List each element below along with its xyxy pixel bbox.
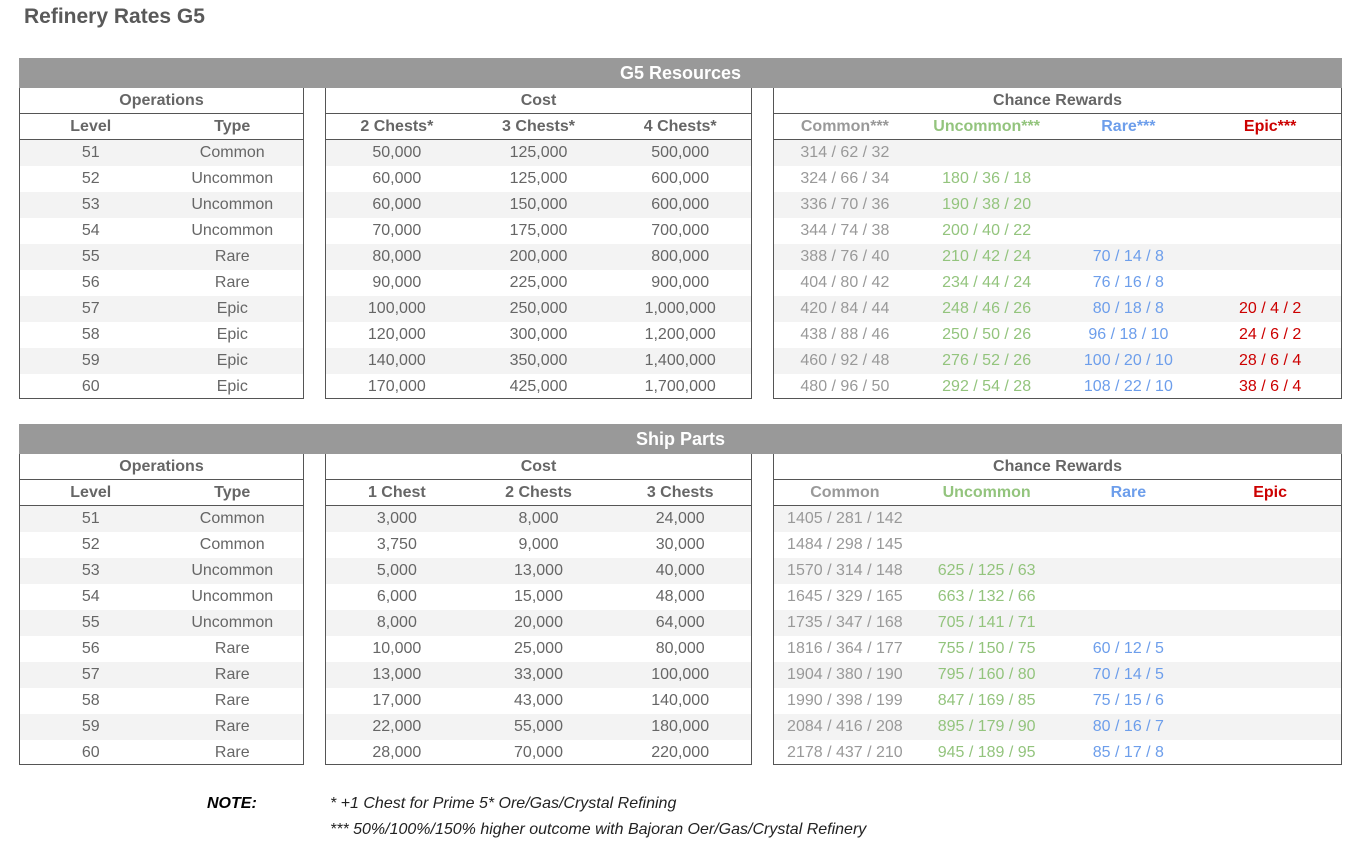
table-cell: 60 xyxy=(81,744,100,761)
uncommon-reward-cell: 705 / 141 / 71 xyxy=(937,614,1036,631)
table-cell: 33,000 xyxy=(514,666,563,683)
table-cell: 170,000 xyxy=(367,378,426,395)
table-cell: 43,000 xyxy=(514,692,563,709)
table-cell: 51 xyxy=(81,510,100,527)
rare-reward-cell xyxy=(1058,506,1200,532)
epic-reward-cell xyxy=(1199,140,1341,166)
epic-reward-cell xyxy=(1199,532,1341,558)
column-header: 3 Chests* xyxy=(502,118,575,135)
table-row xyxy=(20,662,303,688)
table-row xyxy=(774,636,1341,662)
table-cell: 52 xyxy=(81,536,100,553)
table-cell: 100,000 xyxy=(651,666,710,683)
epic-reward-cell: 38 / 6 / 4 xyxy=(1238,378,1302,395)
table-cell: 40,000 xyxy=(655,562,705,579)
table-cell: 50,000 xyxy=(372,144,422,161)
table-cell: 80,000 xyxy=(655,640,705,657)
table-cell: 140,000 xyxy=(651,692,710,709)
table-cell: Rare xyxy=(214,718,250,735)
table-row xyxy=(20,322,303,348)
table-cell: 30,000 xyxy=(655,536,705,553)
table-cell: Epic xyxy=(216,378,248,395)
table-row xyxy=(326,636,751,662)
table-row xyxy=(20,688,303,714)
table-cell: 53 xyxy=(81,196,100,213)
cost-group-header: Cost xyxy=(326,88,751,114)
table-cell: 220,000 xyxy=(651,744,710,761)
common-reward-cell: 438 / 88 / 46 xyxy=(800,326,890,343)
chance-rewards-group-header: Chance Rewards xyxy=(774,88,1341,114)
table-cell: 56 xyxy=(81,274,100,291)
common-reward-cell: 324 / 66 / 34 xyxy=(800,170,890,187)
table-cell: 3,750 xyxy=(376,536,417,553)
table-row xyxy=(326,688,751,714)
uncommon-reward-cell: 210 / 42 / 24 xyxy=(942,248,1032,265)
table-cell: 1,400,000 xyxy=(644,352,716,369)
table-row xyxy=(20,636,303,662)
table-cell: 25,000 xyxy=(514,640,563,657)
common-reward-cell: 388 / 76 / 40 xyxy=(800,248,890,265)
column-header: Uncommon xyxy=(942,484,1031,501)
chance-rewards-group-header: Chance Rewards xyxy=(774,454,1341,480)
table-cell: 1,000,000 xyxy=(644,300,716,317)
uncommon-reward-cell xyxy=(916,506,1058,532)
column-header: Rare xyxy=(1110,484,1147,501)
common-reward-cell: 1570 / 314 / 148 xyxy=(787,562,903,579)
table-row xyxy=(20,714,303,740)
table-cell: 60,000 xyxy=(372,196,422,213)
table-cell: Epic xyxy=(216,352,248,369)
table-cell: 200,000 xyxy=(509,248,568,265)
epic-reward-cell xyxy=(1199,740,1341,766)
table-cell: Rare xyxy=(214,744,250,761)
rare-reward-cell xyxy=(1058,218,1200,244)
table-cell: 1,700,000 xyxy=(644,378,716,395)
table-row xyxy=(774,740,1341,766)
rare-reward-cell: 75 / 15 / 6 xyxy=(1092,692,1164,709)
table-cell: 5,000 xyxy=(376,562,417,579)
table-cell: 1,200,000 xyxy=(644,326,716,343)
table-cell: 55,000 xyxy=(514,718,563,735)
table-cell: 48,000 xyxy=(655,588,705,605)
table-row xyxy=(774,662,1341,688)
uncommon-reward-cell xyxy=(916,140,1058,166)
epic-reward-cell xyxy=(1199,662,1341,688)
uncommon-reward-cell: 945 / 189 / 95 xyxy=(937,744,1036,761)
rare-reward-cell: 80 / 16 / 7 xyxy=(1092,718,1164,735)
uncommon-reward-cell: 795 / 160 / 80 xyxy=(937,666,1036,683)
column-header: Type xyxy=(214,118,251,135)
table-cell: Rare xyxy=(214,640,250,657)
table-cell: Uncommon xyxy=(191,170,274,187)
column-header: Epic*** xyxy=(1243,118,1297,135)
epic-reward-cell xyxy=(1199,244,1341,270)
table-cell: 90,000 xyxy=(372,274,422,291)
uncommon-reward-cell: 234 / 44 / 24 xyxy=(942,274,1032,291)
rare-reward-cell xyxy=(1058,140,1200,166)
table-cell: 8,000 xyxy=(376,614,417,631)
table-cell: 55 xyxy=(81,614,100,631)
table-cell: 9,000 xyxy=(518,536,559,553)
column-header: Epic xyxy=(1253,484,1288,501)
epic-reward-cell xyxy=(1199,270,1341,296)
column-header: 4 Chests* xyxy=(643,118,717,135)
table-boxes xyxy=(19,454,1342,765)
common-reward-cell: 480 / 96 / 50 xyxy=(800,378,890,395)
table-row xyxy=(774,532,1341,558)
rare-reward-cell: 85 / 17 / 8 xyxy=(1092,744,1164,761)
table-cell: 54 xyxy=(81,588,100,605)
common-reward-cell: 1735 / 347 / 168 xyxy=(787,614,903,631)
rare-reward-cell xyxy=(1058,610,1200,636)
table-row xyxy=(20,374,303,400)
table-cell: Rare xyxy=(214,666,250,683)
table-cell: 22,000 xyxy=(372,718,422,735)
page-title: Refinery Rates G5 xyxy=(24,5,205,28)
common-reward-cell: 1990 / 398 / 199 xyxy=(787,692,903,709)
table-row xyxy=(774,166,1341,192)
table-cell: Uncommon xyxy=(191,562,274,579)
table-cell: 120,000 xyxy=(367,326,426,343)
table-cell: 500,000 xyxy=(651,144,710,161)
table-cell: Rare xyxy=(214,274,250,291)
common-reward-cell: 2178 / 437 / 210 xyxy=(787,744,903,761)
table-row xyxy=(774,374,1341,400)
table-cell: 15,000 xyxy=(514,588,563,605)
table-boxes xyxy=(19,88,1342,399)
table-row xyxy=(20,740,303,766)
epic-reward-cell xyxy=(1199,506,1341,532)
epic-reward-cell xyxy=(1199,218,1341,244)
table-cell: 57 xyxy=(81,666,100,683)
table-cell: 300,000 xyxy=(509,326,568,343)
table-row xyxy=(774,322,1341,348)
table-cell: 900,000 xyxy=(651,274,710,291)
table-row xyxy=(20,532,303,558)
rare-reward-cell: 108 / 22 / 10 xyxy=(1083,378,1173,395)
column-header: 2 Chests* xyxy=(360,118,434,135)
common-reward-cell: 1645 / 329 / 165 xyxy=(787,588,903,605)
epic-reward-cell xyxy=(1199,610,1341,636)
table-cell: 28,000 xyxy=(372,744,422,761)
uncommon-reward-cell: 847 / 169 / 85 xyxy=(937,692,1036,709)
table-row xyxy=(774,714,1341,740)
table-row xyxy=(774,688,1341,714)
table-row xyxy=(326,296,751,322)
table-cell: Uncommon xyxy=(191,614,274,631)
cost-group-header: Cost xyxy=(326,454,751,480)
table-cell: 55 xyxy=(81,248,100,265)
table-cell: 17,000 xyxy=(372,692,422,709)
table-cell: Common xyxy=(199,510,265,527)
table-row xyxy=(326,662,751,688)
table-row xyxy=(20,218,303,244)
rare-reward-cell: 60 / 12 / 5 xyxy=(1092,640,1164,657)
table-cell: 13,000 xyxy=(372,666,422,683)
table-row xyxy=(774,584,1341,610)
table-row xyxy=(20,244,303,270)
table-row xyxy=(774,192,1341,218)
rare-reward-cell xyxy=(1058,166,1200,192)
epic-reward-cell: 20 / 4 / 2 xyxy=(1238,300,1302,317)
table-cell: Uncommon xyxy=(191,222,274,239)
table-row xyxy=(20,192,303,218)
common-reward-cell: 1405 / 281 / 142 xyxy=(787,510,903,527)
cost-column-headers xyxy=(326,480,751,506)
table-row xyxy=(20,140,303,166)
table-row xyxy=(326,140,751,166)
table-row xyxy=(326,166,751,192)
section-title-bar: G5 Resources xyxy=(19,58,1342,88)
table-cell: 600,000 xyxy=(651,170,710,187)
table-cell: Common xyxy=(199,144,265,161)
uncommon-reward-cell: 250 / 50 / 26 xyxy=(942,326,1032,343)
common-reward-cell: 460 / 92 / 48 xyxy=(800,352,890,369)
rare-reward-cell: 100 / 20 / 10 xyxy=(1083,352,1173,369)
column-header: Common xyxy=(810,484,880,501)
table-row xyxy=(774,610,1341,636)
table-cell: Uncommon xyxy=(191,588,274,605)
table-row xyxy=(774,348,1341,374)
table-cell: 8,000 xyxy=(518,510,559,527)
common-reward-cell: 1816 / 364 / 177 xyxy=(787,640,903,657)
operations-table xyxy=(19,88,304,399)
table-cell: Uncommon xyxy=(191,196,274,213)
table-cell: 57 xyxy=(81,300,100,317)
rare-reward-cell: 76 / 16 / 8 xyxy=(1092,274,1164,291)
table-row xyxy=(20,558,303,584)
cost-column-headers xyxy=(326,114,751,140)
table-cell: 51 xyxy=(81,144,100,161)
table-row xyxy=(326,192,751,218)
common-reward-cell: 420 / 84 / 44 xyxy=(800,300,890,317)
table-cell: 60,000 xyxy=(372,170,422,187)
table-row xyxy=(20,584,303,610)
table-row xyxy=(326,244,751,270)
table-cell: 53 xyxy=(81,562,100,579)
column-header: Level xyxy=(70,484,112,501)
cost-table xyxy=(325,454,752,765)
table-cell: 180,000 xyxy=(651,718,710,735)
table-row xyxy=(20,610,303,636)
table-cell: Epic xyxy=(216,326,248,343)
common-reward-cell: 1484 / 298 / 145 xyxy=(787,536,903,553)
table-cell: 700,000 xyxy=(651,222,710,239)
refinery-table-section xyxy=(19,58,1342,399)
table-row xyxy=(326,714,751,740)
rare-reward-cell: 70 / 14 / 8 xyxy=(1092,248,1164,265)
common-reward-cell: 2084 / 416 / 208 xyxy=(787,718,903,735)
uncommon-reward-cell: 248 / 46 / 26 xyxy=(942,300,1032,317)
operations-column-headers xyxy=(20,114,303,140)
common-reward-cell: 404 / 80 / 42 xyxy=(800,274,890,291)
table-row xyxy=(774,558,1341,584)
table-cell: 59 xyxy=(81,352,100,369)
table-cell: 80,000 xyxy=(372,248,422,265)
uncommon-reward-cell: 180 / 36 / 18 xyxy=(942,170,1032,187)
table-row xyxy=(326,218,751,244)
epic-reward-cell xyxy=(1199,714,1341,740)
table-cell: 54 xyxy=(81,222,100,239)
table-row xyxy=(774,270,1341,296)
table-cell: Epic xyxy=(216,300,248,317)
rare-reward-cell xyxy=(1058,558,1200,584)
table-cell: 58 xyxy=(81,326,100,343)
table-row xyxy=(326,270,751,296)
table-cell: 10,000 xyxy=(372,640,422,657)
table-row xyxy=(774,218,1341,244)
column-header: Level xyxy=(70,118,112,135)
uncommon-reward-cell: 190 / 38 / 20 xyxy=(942,196,1032,213)
table-cell: 125,000 xyxy=(509,144,568,161)
epic-reward-cell xyxy=(1199,558,1341,584)
table-cell: Rare xyxy=(214,248,250,265)
table-cell: 140,000 xyxy=(367,352,426,369)
epic-reward-cell xyxy=(1199,636,1341,662)
chance-rewards-column-headers xyxy=(774,114,1341,140)
table-cell: 70,000 xyxy=(514,744,563,761)
table-cell: 125,000 xyxy=(509,170,568,187)
refinery-table-section xyxy=(19,424,1342,765)
rare-reward-cell xyxy=(1058,192,1200,218)
rare-reward-cell: 70 / 14 / 5 xyxy=(1092,666,1164,683)
table-row xyxy=(20,296,303,322)
table-cell: 600,000 xyxy=(651,196,710,213)
chance-rewards-column-headers xyxy=(774,480,1341,506)
epic-reward-cell xyxy=(1199,584,1341,610)
common-reward-cell: 1904 / 380 / 190 xyxy=(787,666,903,683)
table-cell: 225,000 xyxy=(509,274,568,291)
common-reward-cell: 314 / 62 / 32 xyxy=(800,144,890,161)
table-row xyxy=(326,374,751,400)
section-title-bar: Ship Parts xyxy=(19,424,1342,454)
table-row xyxy=(326,740,751,766)
table-cell: 800,000 xyxy=(651,248,710,265)
epic-reward-cell xyxy=(1199,192,1341,218)
table-row xyxy=(326,558,751,584)
cost-table xyxy=(325,88,752,399)
epic-reward-cell: 24 / 6 / 2 xyxy=(1238,326,1302,343)
common-reward-cell: 336 / 70 / 36 xyxy=(800,196,890,213)
table-cell: 3,000 xyxy=(376,510,417,527)
uncommon-reward-cell: 625 / 125 / 63 xyxy=(937,562,1036,579)
epic-reward-cell: 28 / 6 / 4 xyxy=(1238,352,1302,369)
epic-reward-cell xyxy=(1199,688,1341,714)
table-cell: 59 xyxy=(81,718,100,735)
table-cell: Common xyxy=(199,536,265,553)
column-header: Uncommon*** xyxy=(933,118,1040,135)
table-row xyxy=(20,270,303,296)
note-label: NOTE: xyxy=(207,795,257,812)
table-row xyxy=(326,532,751,558)
table-row xyxy=(326,610,751,636)
table-cell: 425,000 xyxy=(509,378,568,395)
table-cell: 60 xyxy=(81,378,100,395)
table-cell: 56 xyxy=(81,640,100,657)
table-row xyxy=(326,584,751,610)
epic-reward-cell xyxy=(1199,166,1341,192)
column-header: Type xyxy=(214,484,251,501)
table-row xyxy=(326,506,751,532)
table-cell: 175,000 xyxy=(509,222,568,239)
table-row xyxy=(326,322,751,348)
uncommon-reward-cell: 663 / 132 / 66 xyxy=(937,588,1036,605)
rare-reward-cell: 80 / 18 / 8 xyxy=(1092,300,1164,317)
rare-reward-cell xyxy=(1058,584,1200,610)
common-reward-cell: 344 / 74 / 38 xyxy=(800,222,890,239)
column-header: 1 Chest xyxy=(367,484,426,501)
table-row xyxy=(774,140,1341,166)
table-cell: 64,000 xyxy=(655,614,705,631)
uncommon-reward-cell: 755 / 150 / 75 xyxy=(937,640,1036,657)
chance-rewards-table xyxy=(773,454,1342,765)
table-cell: 24,000 xyxy=(655,510,705,527)
table-cell: 250,000 xyxy=(509,300,568,317)
uncommon-reward-cell xyxy=(916,532,1058,558)
table-row xyxy=(326,348,751,374)
note-line: *** 50%/100%/150% higher outcome with Bajoran Oer/Gas/Crystal Refinery xyxy=(330,821,867,838)
operations-table xyxy=(19,454,304,765)
table-cell: 150,000 xyxy=(509,196,568,213)
table-cell: 70,000 xyxy=(372,222,422,239)
operations-group-header: Operations xyxy=(20,88,303,114)
column-header: Common*** xyxy=(800,118,889,135)
column-header: 3 Chests xyxy=(646,484,714,501)
uncommon-reward-cell: 276 / 52 / 26 xyxy=(942,352,1032,369)
column-header: Rare*** xyxy=(1101,118,1156,135)
table-cell: 13,000 xyxy=(514,562,563,579)
table-row xyxy=(20,166,303,192)
table-cell: Rare xyxy=(214,692,250,709)
table-cell: 52 xyxy=(81,170,100,187)
table-cell: 350,000 xyxy=(509,352,568,369)
table-cell: 58 xyxy=(81,692,100,709)
table-row xyxy=(774,244,1341,270)
table-cell: 6,000 xyxy=(376,588,417,605)
table-cell: 100,000 xyxy=(367,300,426,317)
operations-column-headers xyxy=(20,480,303,506)
table-row xyxy=(774,506,1341,532)
table-row xyxy=(20,506,303,532)
table-row xyxy=(20,348,303,374)
operations-group-header: Operations xyxy=(20,454,303,480)
uncommon-reward-cell: 292 / 54 / 28 xyxy=(942,378,1032,395)
uncommon-reward-cell: 895 / 179 / 90 xyxy=(937,718,1036,735)
column-header: 2 Chests xyxy=(505,484,572,501)
chance-rewards-table xyxy=(773,88,1342,399)
rare-reward-cell xyxy=(1058,532,1200,558)
rare-reward-cell: 96 / 18 / 10 xyxy=(1088,326,1169,343)
table-row xyxy=(774,296,1341,322)
note-line: * +1 Chest for Prime 5* Ore/Gas/Crystal Refining xyxy=(330,795,677,812)
uncommon-reward-cell: 200 / 40 / 22 xyxy=(942,222,1032,239)
table-cell: 20,000 xyxy=(514,614,563,631)
